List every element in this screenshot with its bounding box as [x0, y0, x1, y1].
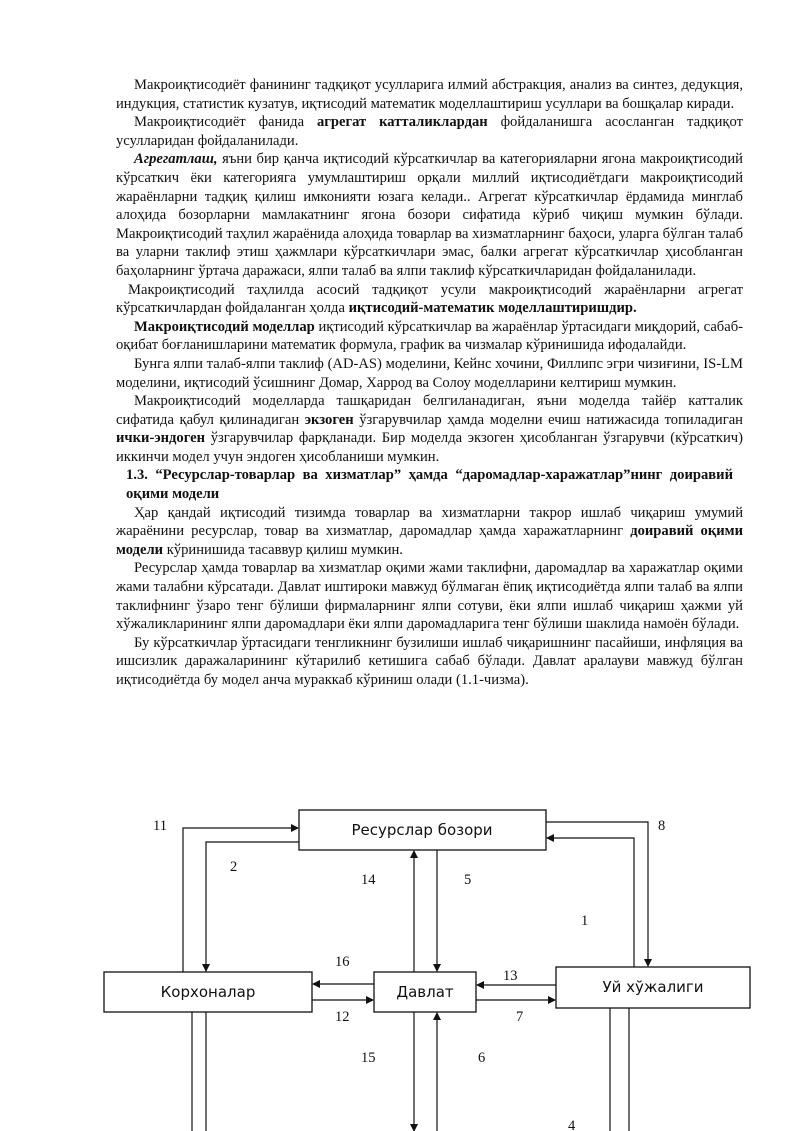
bold-term: иқтисодий-математик моделлаштиришдир.	[348, 300, 637, 317]
bold-term: экзоген	[304, 411, 354, 428]
text: Ҳар қандай иқтисодий тизимда товарлар ва хизматларни такрор ишлаб чиқариш умумий жараёнини ресурслар, товар ва хизматлар, даромадлар ҳамда харажатларнинг	[116, 504, 743, 540]
label-2: 2	[230, 859, 238, 875]
state-label: Давлат	[396, 983, 454, 1001]
label-7: 7	[516, 1009, 524, 1025]
paragraph-variables	[116, 392, 743, 466]
label-16: 16	[335, 954, 350, 970]
paragraph-equality: Бу кўрсаткичлар ўртасидаги тенгликнинг бузилиши ишлаб чиқаришнинг пасайиши, инфляция ва ишсизлик даражаларининг кўтарилиб кетишига сабаб бўлади. Давлат аралауви мавжуд бўлган иқтисодиётда бу модел анча мураккаб кўриниш олади (1.1-чизма).	[116, 634, 743, 688]
label-15: 15	[361, 1050, 376, 1066]
bold-term: ички-эндоген	[116, 430, 206, 447]
paragraph-methods: Макроиқтисодиёт фанининг тадқиқот усулларига илмий абстракция, анализ ва синтез, дедукция, индукция, статистик кузатув, иқтисодий математик моделлаштириш усуллари ва бошқалар киради.	[116, 77, 743, 112]
document-body	[116, 76, 743, 690]
label-13: 13	[503, 968, 518, 984]
label-12: 12	[335, 1009, 350, 1025]
text: Макроиқтисодиёт фанида	[134, 114, 317, 131]
text: яъни бир қанча иқтисодий кўрсаткичлар ва категорияларни ягона макроиқтисодий кўрсаткич ёки категорияга умумлаштириш орқали миллий иқтисодиётдаги макроиқтисодий жараёнларни тадқиқ қилиш имконияти юзага келади.. Агрегат кўрсаткичлар ёрдамида минглаб алоҳида бозорларни мамлакатнинг ягона бозори сифатида кўриб чиқиш мумкин бўлади. Макроиқтисодий таҳлил жараёнида алоҳида товарлар ва хизматларнинг баҳоси, уларга бўлган талаб ва уларни таклиф этиш ҳажмлари кўрсаткичлари эмас, балки агрегат кўрсаткичлар ҳисобланган баҳоларнинг ўртача даражаси, ялпи талаб ва ялпи таклиф кўрсаткичларидан фойдаланилади.	[116, 151, 743, 279]
text: Макроиқтисодий таҳлилда асосий тадқиқот усули макроиқтисодий жараёнларни агрегат кўрсаткичлардан фойдаланган ҳолда	[116, 281, 743, 317]
paragraph-main-method	[116, 281, 743, 318]
flow-1	[547, 838, 634, 967]
paragraph-circular-flow	[116, 504, 743, 560]
flow-8	[546, 822, 648, 966]
flow-11	[183, 828, 298, 972]
label-5: 5	[464, 872, 472, 888]
bold-term: Макроиқтисодий моделлар	[134, 318, 315, 335]
label-14: 14	[361, 872, 376, 888]
firms-label: Корхоналар	[160, 983, 256, 1001]
bold-term: агрегат катталиклардан	[316, 114, 488, 131]
paragraph-models	[116, 318, 743, 355]
text: ўзгарувчилар ҳамда моделни ечиш натижасида топиладиган	[353, 411, 743, 428]
text: иқтисодий кўрсаткичлар ва жараёнлар ўртасидаги миқдорий, сабаб-оқибат боғланишларини математик формула, график ва чизмалар кўринишида ифодалайди.	[116, 318, 743, 354]
circular-flow-diagram	[0, 800, 800, 1131]
bold-term: доиравий оқими модели	[116, 523, 743, 558]
label-1: 1	[581, 913, 589, 929]
paragraph-flows: Ресурслар ҳамда товарлар ва хизматлар оқими жами таклифни, даромадлар ва харажатлар оқими жами талабни кўрсатади. Давлат иштироки мавжуд бўлмаган ёпиқ иқтисодиётда ялпи талаб ва ялпи таклифнинг ўзаро тенг бўлиши фирмаларнинг ялпи сотуви, ёки ялпи ишлаб чиқариш ҳажми уй хўжаликларининг ялпи даромадлари ёки ялпи даромадларига тенг бўлиши шаклида намоён бўлади.	[116, 560, 743, 633]
text: фойдаланишга асосланган тадқиқот усулларидан фойдаланилади.	[116, 114, 743, 149]
label-8: 8	[658, 818, 666, 834]
text: кўринишида тасаввур қилиш мумкин.	[163, 541, 403, 558]
bold-italic-term: Агрегатлаш,	[134, 151, 218, 168]
label-11: 11	[153, 818, 167, 834]
label-6: 6	[478, 1050, 486, 1066]
resources-market-label: Ресурслар бозори	[351, 821, 493, 839]
label-4: 4	[568, 1118, 576, 1131]
households-label: Уй хўжалиги	[602, 978, 704, 996]
text: ўзгарувчилар фарқланади. Бир моделда экзоген ҳисобланган ўзгарувчи (кўрсаткич) иккинчи модел учун эндоген ҳисобланиши мумкин.	[116, 430, 743, 465]
text: Макроиқтисодий моделларда ташқаридан белгиланадиган, яъни моделда тайёр катталик сифатида қабул қилинадиган	[116, 393, 743, 428]
paragraph-model-examples: Бунга ялпи талаб-ялпи таклиф (AD-AS) моделини, Кейнс хочини, Филлипс эгри чизиғини, IS-LM моделини, иқтисодий ўсишнинг Домар, Харрод ва Солоу моделларини келтириш мумкин.	[116, 355, 743, 391]
paragraph-aggregate-methods	[116, 113, 743, 150]
section-heading: 1.3. “Ресурслар-товарлар ва хизматлар” ҳамда “даромадлар-харажатлар”нинг доиравий оқими модели	[126, 467, 733, 503]
paragraph-aggregation	[116, 150, 743, 280]
flow-2	[206, 842, 299, 971]
